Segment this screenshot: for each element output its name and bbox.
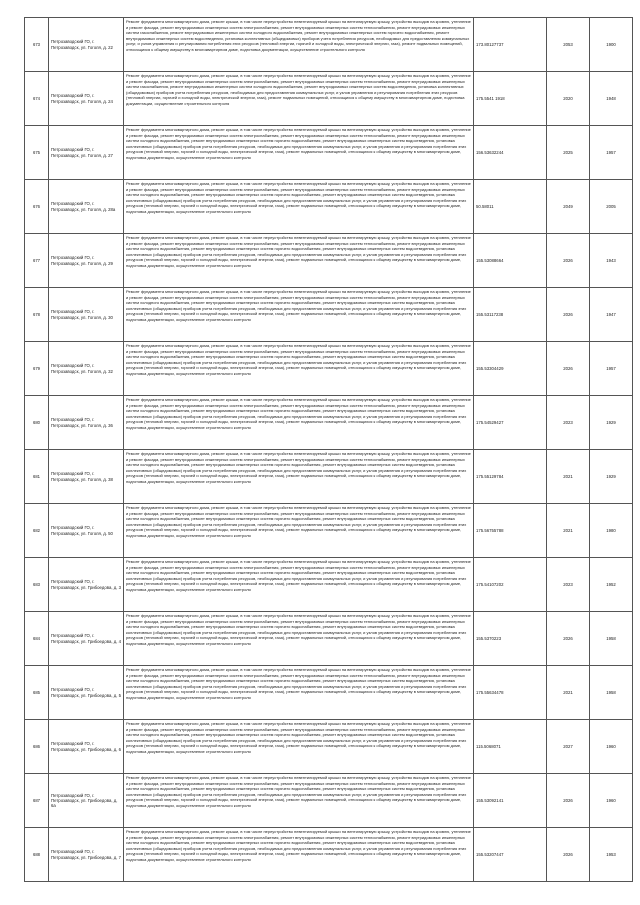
cost-cell: 175.55634478 [474,666,547,720]
build-year-cell: 1953 [590,828,633,882]
build-year-cell: 2005 [590,180,633,234]
address-cell: Петрозаводский ГО, г. Петрозаводск, ул. Гоголя, д. 29 [49,234,124,288]
planned-year-cell: 2026 [547,288,590,342]
build-year-cell: 1958 [590,612,633,666]
register-table [24,17,633,882]
works-description-cell: Ремонт фундамента многоквартирного дома, ремонт крыши, в том числе переустройство невентилируемой крыши на вентилируемую крышу, устройство выходов на кровлю, утепление и ремонт фасада, ремонт внутридомовых инженерных систем электроснабжения, ремонт внутридомовых инженерных систем теплоснабжения, ремонт внутридомовых инженерных систем газоснабжения, ремонт внутридомовых инженерных систем холодного водоснабжения, ремонт внутридомовых инженерных систем водоотведения, установка коллективных (общедомовых) приборов учета потребления ресурсов, необходимых для предоставления коммунальных услуг, и узлов управления и регулирования потребления этих ресурсов (тепловой энергии, горячей и холодной воды, электрической энергии, газа), ремонт подвальных помещений, относящихся к общему имуществу в многоквартирном доме, подготовка документации, осуществление строительного контроля [124,72,474,126]
planned-year-cell: 2026 [547,828,590,882]
address-cell: Петрозаводский ГО, г. Петрозаводск, ул. Гоголя, д. 28а [49,180,124,234]
cost-cell: 50.58011 [474,180,547,234]
works-description-cell: Ремонт фундамента многоквартирного дома, ремонт крыши, в том числе переустройство невентилируемой крыши на вентилируемую крышу, устройство выходов на кровлю, утепление и ремонт фасада, ремонт внутридомовых инженерных систем электроснабжения, ремонт внутридомовых инженерных систем теплоснабжения, ремонт внутридомовых инженерных систем газоснабжения, ремонт внутридомовых инженерных систем холодного водоснабжения, ремонт внутридомовых инженерных систем горячего водоснабжения, ремонт внутридомовых инженерных систем водоотведения, установка коллективных (общедомовых) приборов учета потребления ресурсов, необходимых для предоставления коммунальных услуг, и узлов управления и регулирования потребления этих ресурсов (тепловой энергии, горячей и холодной воды, электрической энергии, газа), ремонт подвальных помещений, относящихся к общему имуществу в многоквартирном доме, подготовка документации, осуществление строительного контроля [124,18,474,72]
row-number-cell: 683 [25,558,49,612]
table-row [25,342,633,396]
works-description-cell: Ремонт фундамента многоквартирного дома, ремонт крыши, в том числе переустройство невентилируемой крыши на вентилируемую крышу, устройство выходов на кровлю, утепление и ремонт фасада, ремонт внутридомовых инженерных систем электроснабжения, ремонт внутридомовых инженерных систем теплоснабжения, ремонт внутридомовых инженерных систем холодного водоснабжения, ремонт внутридомовых инженерных систем горячего водоснабжения, ремонт внутридомовых инженерных систем водоотведения, установка коллективных (общедомовых) приборов учета потребления ресурсов, необходимых для предоставления коммунальных услуг, и узлов управления и регулирования потребления этих ресурсов (тепловой энергии, горячей и холодной воды, электрической энергии, газа), ремонт подвальных помещений, относящихся к общему имуществу в многоквартирном доме, подготовка документации, осуществление строительного контроля [124,612,474,666]
table-row [25,396,633,450]
cost-cell: 115.5068071 [474,720,547,774]
planned-year-cell: 2021 [547,504,590,558]
table-row [25,126,633,180]
table-row [25,450,633,504]
address-cell: Петрозаводский ГО, г. Петрозаводск, ул. Гоголя, д. 30 [49,288,124,342]
build-year-cell: 1960 [590,720,633,774]
address-cell: Петрозаводский ГО, г. Петрозаводск, ул. Гоголя, д. 50 [49,504,124,558]
cost-cell: 155.53207447 [474,828,547,882]
table-row [25,234,633,288]
planned-year-cell: 2026 [547,774,590,828]
works-description-cell: Ремонт фундамента многоквартирного дома, ремонт крыши, в том числе переустройство невентилируемой крыши на вентилируемую крышу, устройство выходов на кровлю, утепление и ремонт фасада, ремонт внутридомовых инженерных систем электроснабжения, ремонт внутридомовых инженерных систем теплоснабжения, ремонт внутридомовых инженерных систем холодного водоснабжения, ремонт внутридомовых инженерных систем горячего водоснабжения, ремонт внутридомовых инженерных систем водоотведения, установка коллективных (общедомовых) приборов учета потребления ресурсов, необходимых для предоставления коммунальных услуг, и узлов управления и регулирования потребления этих ресурсов (тепловой энергии, горячей и холодной воды, электрической энергии, газа), ремонт подвальных помещений, относящихся к общему имуществу в многоквартирном доме, подготовка документации, осуществление строительного контроля [124,396,474,450]
row-number-cell: 679 [25,342,49,396]
address-cell: Петрозаводский ГО, г. Петрозаводск, ул. Грибоедова, д. 6 [49,720,124,774]
works-description-cell: Ремонт фундамента многоквартирного дома, ремонт крыши, в том числе переустройство невентилируемой крыши на вентилируемую крышу, устройство выходов на кровлю, утепление и ремонт фасада, ремонт внутридомовых инженерных систем электроснабжения, ремонт внутридомовых инженерных систем теплоснабжения, ремонт внутридомовых инженерных систем холодного водоснабжения, ремонт внутридомовых инженерных систем горячего водоснабжения, ремонт внутридомовых инженерных систем водоотведения, установка коллективных (общедомовых) приборов учета потребления ресурсов, необходимых для предоставления коммунальных услуг, и узлов управления и регулирования потребления этих ресурсов (тепловой энергии, горячей и холодной воды, электрической энергии, газа), ремонт подвальных помещений, относящихся к общему имуществу в многоквартирном доме, подготовка документации, осуществление строительного контроля [124,288,474,342]
build-year-cell: 1943 [590,234,633,288]
table-row [25,72,633,126]
planned-year-cell: 2027 [547,720,590,774]
address-cell: Петрозаводский ГО, г. Петрозаводск, ул. Гоголя, д. 38 [49,450,124,504]
row-number-cell: 673 [25,18,49,72]
table-row [25,180,633,234]
planned-year-cell: 2026 [547,342,590,396]
row-number-cell: 676 [25,180,49,234]
planned-year-cell: 2020 [547,72,590,126]
works-description-cell: Ремонт фундамента многоквартирного дома, ремонт крыши, в том числе переустройство невентилируемой крыши на вентилируемую крышу, устройство выходов на кровлю, утепление и ремонт фасада, ремонт внутридомовых инженерных систем электроснабжения, ремонт внутридомовых инженерных систем теплоснабжения, ремонт внутридомовых инженерных систем холодного водоснабжения, ремонт внутридомовых инженерных систем горячего водоснабжения, ремонт внутридомовых инженерных систем водоотведения, установка коллективных (общедомовых) приборов учета потребления ресурсов, необходимых для предоставления коммунальных услуг, и узлов управления и регулирования потребления этих ресурсов (тепловой энергии, горячей и холодной воды, электрической энергии, газа), ремонт подвальных помещений, относящихся к общему имуществу в многоквартирном доме, подготовка документации, осуществление строительного контроля [124,666,474,720]
row-number-cell: 688 [25,828,49,882]
build-year-cell: 1958 [590,666,633,720]
address-cell: Петрозаводский ГО, г. Петрозаводск, ул. Грибоедова, д. 5 [49,666,124,720]
address-cell: Петрозаводский ГО, г. Петрозаводск, ул. Грибоедова, д. 6а [49,774,124,828]
row-number-cell: 682 [25,504,49,558]
planned-year-cell: 2026 [547,612,590,666]
row-number-cell: 675 [25,126,49,180]
build-year-cell: 1948 [590,72,633,126]
works-description-cell: Ремонт фундамента многоквартирного дома, ремонт крыши, в том числе переустройство невентилируемой крыши на вентилируемую крышу, устройство выходов на кровлю, утепление и ремонт фасада, ремонт внутридомовых инженерных систем электроснабжения, ремонт внутридомовых инженерных систем теплоснабжения, ремонт внутридомовых инженерных систем холодного водоснабжения, ремонт внутридомовых инженерных систем горячего водоснабжения, ремонт внутридомовых инженерных систем водоотведения, установка коллективных (общедомовых) приборов учета потребления ресурсов, необходимых для предоставления коммунальных услуг, и узлов управления и регулирования потребления этих ресурсов (тепловой энергии, горячей и холодной воды, электрической энергии, газа), ремонт подвальных помещений, относящихся к общему имуществу в многоквартирном доме, подготовка документации, осуществление строительного контроля [124,828,474,882]
build-year-cell: 1957 [590,126,633,180]
build-year-cell: 1957 [590,342,633,396]
cost-cell: 156.53632244 [474,126,547,180]
cost-cell: 155.53092141 [474,774,547,828]
planned-year-cell: 2023 [547,396,590,450]
address-cell: Петрозаводский ГО, г. Петрозаводск, ул. Гоголя, д. 24 [49,72,124,126]
works-description-cell: Ремонт фундамента многоквартирного дома, ремонт крыши, в том числе переустройство невентилируемой крыши на вентилируемую крышу, устройство выходов на кровлю, утепление и ремонт фасада, ремонт внутридомовых инженерных систем электроснабжения, ремонт внутридомовых инженерных систем теплоснабжения, ремонт внутридомовых инженерных систем холодного водоснабжения, ремонт внутридомовых инженерных систем горячего водоснабжения, ремонт внутридомовых инженерных систем водоотведения, установка коллективных (общедомовых) приборов учета потребления ресурсов, необходимых для предоставления коммунальных услуг, и узлов управления и регулирования потребления этих ресурсов (тепловой энергии, горячей и холодной воды, электрической энергии, газа), ремонт подвальных помещений, относящихся к общему имуществу в многоквартирном доме, подготовка документации, осуществление строительного контроля [124,558,474,612]
cost-cell: 155.53117238 [474,288,547,342]
works-description-cell: Ремонт фундамента многоквартирного дома, ремонт крыши, в том числе переустройство невентилируемой крыши на вентилируемую крышу, устройство выходов на кровлю, утепление и ремонт фасада, ремонт внутридомовых инженерных систем электроснабжения, ремонт внутридомовых инженерных систем теплоснабжения, ремонт внутридомовых инженерных систем холодного водоснабжения, ремонт внутридомовых инженерных систем горячего водоснабжения, ремонт внутридомовых инженерных систем водоотведения, установка коллективных (общедомовых) приборов учета потребления ресурсов, необходимых для предоставления коммунальных услуг, и узлов управления и регулирования потребления этих ресурсов (тепловой энергии, горячей и холодной воды, электрической энергии, газа), ремонт подвальных помещений, относящихся к общему имуществу в многоквартирном доме, подготовка документации, осуществление строительного контроля [124,504,474,558]
cost-cell: 173.80127737 [474,18,547,72]
cost-cell: 175.55129784 [474,450,547,504]
planned-year-cell: 2021 [547,666,590,720]
table-row [25,774,633,828]
works-description-cell: Ремонт фундамента многоквартирного дома, ремонт крыши, в том числе переустройство невентилируемой крыши на вентилируемую крышу, устройство выходов на кровлю, утепление и ремонт фасада, ремонт внутридомовых инженерных систем электроснабжения, ремонт внутридомовых инженерных систем теплоснабжения, ремонт внутридомовых инженерных систем холодного водоснабжения, ремонт внутридомовых инженерных систем горячего водоснабжения, ремонт внутридомовых инженерных систем водоотведения, установка коллективных (общедомовых) приборов учета потребления ресурсов, необходимых для предоставления коммунальных услуг, и узлов управления и регулирования потребления этих ресурсов (тепловой энергии, горячей и холодной воды, электрической энергии, газа), ремонт подвальных помещений, относящихся к общему имуществу в многоквартирном доме, подготовка документации, осуществление строительного контроля [124,774,474,828]
row-number-cell: 684 [25,612,49,666]
cost-cell: 155.5370223 [474,612,547,666]
address-cell: Петрозаводский ГО, г. Петрозаводск, ул. Гоголя, д. 32 [49,342,124,396]
row-number-cell: 685 [25,666,49,720]
address-cell: Петрозаводский ГО, г. Петрозаводск, ул. Грибоедова, д. 3 [49,558,124,612]
works-description-cell: Ремонт фундамента многоквартирного дома, ремонт крыши, в том числе переустройство невентилируемой крыши на вентилируемую крышу, устройство выходов на кровлю, утепление и ремонт фасада, ремонт внутридомовых инженерных систем электроснабжения, ремонт внутридомовых инженерных систем теплоснабжения, ремонт внутридомовых инженерных систем холодного водоснабжения, ремонт внутридомовых инженерных систем горячего водоснабжения, ремонт внутридомовых инженерных систем водоотведения, установка коллективных (общедомовых) приборов учета потребления ресурсов, необходимых для предоставления коммунальных услуг, и узлов управления и регулирования потребления этих ресурсов (тепловой энергии, горячей и холодной воды, электрической энергии, газа), ремонт подвальных помещений, относящихся к общему имуществу в многоквартирном доме, подготовка документации, осуществление строительного контроля [124,720,474,774]
works-description-cell: Ремонт фундамента многоквартирного дома, ремонт крыши, в том числе переустройство невентилируемой крыши на вентилируемую крышу, устройство выходов на кровлю, утепление и ремонт фасада, ремонт внутридомовых инженерных систем электроснабжения, ремонт внутридомовых инженерных систем теплоснабжения, ремонт внутридомовых инженерных систем холодного водоснабжения, ремонт внутридомовых инженерных систем горячего водоснабжения, ремонт внутридомовых инженерных систем водоотведения, установка коллективных (общедомовых) приборов учета потребления ресурсов, необходимых для предоставления коммунальных услуг, и узлов управления и регулирования потребления этих ресурсов (тепловой энергии, горячей и холодной воды, электрической энергии, газа), ремонт подвальных помещений, относящихся к общему имуществу в многоквартирном доме, подготовка документации, осуществление строительного контроля [124,234,474,288]
table-row [25,504,633,558]
planned-year-cell: 2021 [547,450,590,504]
table-row [25,666,633,720]
row-number-cell: 681 [25,450,49,504]
build-year-cell: 1929 [590,396,633,450]
address-cell: Петрозаводский ГО, г. Петрозаводск, ул. Грибоедова, д. 4 [49,612,124,666]
build-year-cell: 1952 [590,558,633,612]
cost-cell: 175.54107202 [474,558,547,612]
row-number-cell: 678 [25,288,49,342]
works-description-cell: Ремонт фундамента многоквартирного дома, ремонт крыши, в том числе переустройство невентилируемой крыши на вентилируемую крышу, устройство выходов на кровлю, утепление и ремонт фасада, ремонт внутридомовых инженерных систем электроснабжения, ремонт внутридомовых инженерных систем теплоснабжения, ремонт внутридомовых инженерных систем холодного водоснабжения, ремонт внутридомовых инженерных систем горячего водоснабжения, ремонт внутридомовых инженерных систем водоотведения, установка коллективных (общедомовых) приборов учета потребления ресурсов, необходимых для предоставления коммунальных услуг, и узлов управления и регулирования потребления этих ресурсов (тепловой энергии, горячей и холодной воды, электрической энергии, газа), ремонт подвальных помещений, относящихся к общему имуществу в многоквартирном доме, подготовка документации, осуществление строительного контроля [124,126,474,180]
works-description-cell: Ремонт фундамента многоквартирного дома, ремонт крыши, в том числе переустройство невентилируемой крыши на вентилируемую крышу, устройство выходов на кровлю, утепление и ремонт фасада, ремонт внутридомовых инженерных систем электроснабжения, ремонт внутридомовых инженерных систем теплоснабжения, ремонт внутридомовых инженерных систем холодного водоснабжения, ремонт внутридомовых инженерных систем горячего водоснабжения, ремонт внутридомовых инженерных систем водоотведения, установка коллективных (общедомовых) приборов учета потребления ресурсов, необходимых для предоставления коммунальных услуг, и узлов управления и регулирования потребления этих ресурсов (тепловой энергии, горячей и холодной воды, электрической энергии, газа), ремонт подвальных помещений, относящихся к общему имуществу в многоквартирном доме, подготовка документации, осуществление строительного контроля [124,180,474,234]
build-year-cell: 1980 [590,504,633,558]
register-body [25,18,633,882]
planned-year-cell: 2026 [547,234,590,288]
row-number-cell: 687 [25,774,49,828]
build-year-cell: 1900 [590,18,633,72]
build-year-cell: 1960 [590,774,633,828]
works-description-cell: Ремонт фундамента многоквартирного дома, ремонт крыши, в том числе переустройство невентилируемой крыши на вентилируемую крышу, устройство выходов на кровлю, утепление и ремонт фасада, ремонт внутридомовых инженерных систем электроснабжения, ремонт внутридомовых инженерных систем теплоснабжения, ремонт внутридомовых инженерных систем холодного водоснабжения, ремонт внутридомовых инженерных систем горячего водоснабжения, ремонт внутридомовых инженерных систем водоотведения, установка коллективных (общедомовых) приборов учета потребления ресурсов, необходимых для предоставления коммунальных услуг, и узлов управления и регулирования потребления этих ресурсов (тепловой энергии, горячей и холодной воды, электрической энергии, газа), ремонт подвальных помещений, относящихся к общему имуществу в многоквартирном доме, подготовка документации, осуществление строительного контроля [124,450,474,504]
address-cell: Петрозаводский ГО, г. Петрозаводск, ул. Грибоедова, д. 7 [49,828,124,882]
row-number-cell: 674 [25,72,49,126]
cost-cell: 175.54529427 [474,396,547,450]
table-row [25,558,633,612]
planned-year-cell: 2053 [547,18,590,72]
cost-cell: 155.53304429 [474,342,547,396]
row-number-cell: 680 [25,396,49,450]
planned-year-cell: 2023 [547,558,590,612]
build-year-cell: 1947 [590,288,633,342]
address-cell: Петрозаводский ГО, г. Петрозаводск, ул. Гоголя, д. 27 [49,126,124,180]
address-cell: Петрозаводский ГО, г. Петрозаводск, ул. Гоголя, д. 22 [49,18,124,72]
row-number-cell: 677 [25,234,49,288]
table-row [25,720,633,774]
cost-cell: 155.53088664 [474,234,547,288]
row-number-cell: 686 [25,720,49,774]
build-year-cell: 1929 [590,450,633,504]
address-cell: Петрозаводский ГО, г. Петрозаводск, ул. Гоголя, д. 36 [49,396,124,450]
table-row [25,288,633,342]
table-row [25,828,633,882]
planned-year-cell: 2049 [547,180,590,234]
table-row [25,18,633,72]
planned-year-cell: 2025 [547,126,590,180]
cost-cell: 175.56755788 [474,504,547,558]
table-row [25,612,633,666]
cost-cell: 175.5541 1918 [474,72,547,126]
works-description-cell: Ремонт фундамента многоквартирного дома, ремонт крыши, в том числе переустройство невентилируемой крыши на вентилируемую крышу, устройство выходов на кровлю, утепление и ремонт фасада, ремонт внутридомовых инженерных систем электроснабжения, ремонт внутридомовых инженерных систем теплоснабжения, ремонт внутридомовых инженерных систем холодного водоснабжения, ремонт внутридомовых инженерных систем горячего водоснабжения, ремонт внутридомовых инженерных систем водоотведения, установка коллективных (общедомовых) приборов учета потребления ресурсов, необходимых для предоставления коммунальных услуг, и узлов управления и регулирования потребления этих ресурсов (тепловой энергии, горячей и холодной воды, электрической энергии, газа), ремонт подвальных помещений, относящихся к общему имуществу в многоквартирном доме, подготовка документации, осуществление строительного контроля [124,342,474,396]
